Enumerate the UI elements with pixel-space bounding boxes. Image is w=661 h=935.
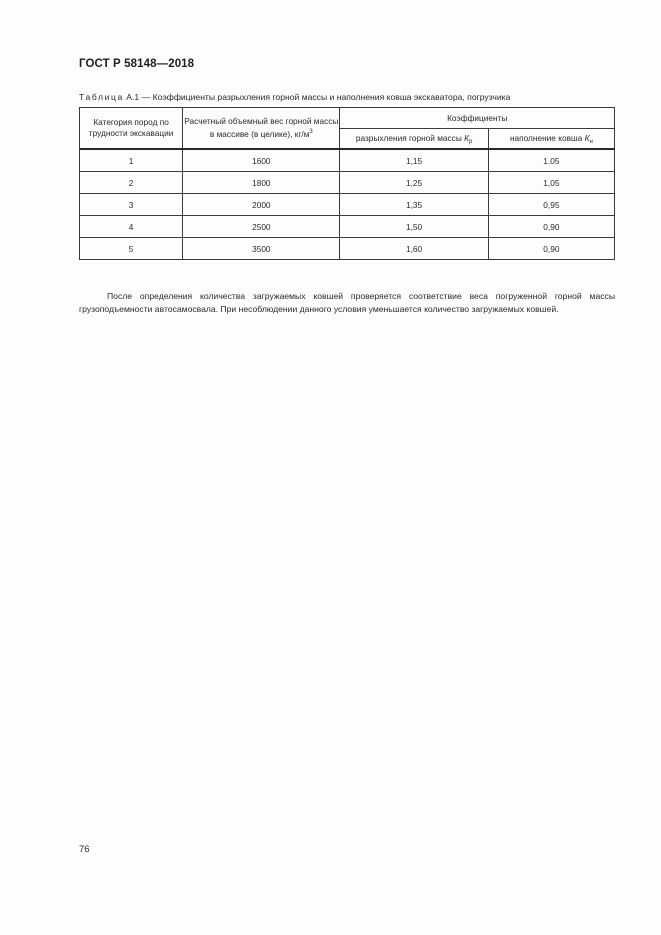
cell-filling: 0,90 — [488, 216, 614, 238]
cell-category: 1 — [80, 149, 183, 172]
loosening-subscript: р — [468, 138, 473, 145]
cell-category: 5 — [80, 238, 183, 260]
table-caption-text: — Коэффициенты разрыхления горной массы и наполнения ковша экскаватора, погрузчика — [141, 92, 511, 102]
header-filling-label: наполнение ковша — [509, 132, 585, 143]
cell-filling: 1,05 — [488, 172, 614, 194]
table-caption-prefix: Таблица — [79, 92, 124, 102]
table-row — [80, 238, 615, 260]
cell-filling: 0,90 — [488, 238, 614, 260]
cell-loosening: 1,25 — [340, 172, 488, 194]
header-filling — [488, 129, 614, 150]
cell-filling: 0,95 — [488, 194, 614, 216]
coefficients-table — [79, 107, 615, 260]
table-row — [80, 194, 615, 216]
header-coefficients-group — [340, 108, 615, 129]
cell-category: 3 — [80, 194, 183, 216]
cell-loosening: 1,50 — [340, 216, 488, 238]
cell-loosening: 1,60 — [340, 238, 488, 260]
filling-subscript: н — [589, 138, 593, 145]
table-row — [80, 216, 615, 238]
cell-loosening: 1,15 — [340, 149, 488, 172]
table-caption-number: А.1 — [126, 92, 140, 102]
cell-volume-weight: 1600 — [183, 149, 340, 172]
table-row — [80, 149, 615, 172]
filling-symbol: К — [584, 132, 590, 143]
header-volume-weight-label: Расчетный объемный вес горной массы в массиве (в целике), кг/м — [184, 116, 339, 139]
body-paragraph: После определения количества загружаемых ковшей проверяется соответствие веса погруженной горной массы грузоподъемности автосамосвала. При несоблюдении данного условия уменьшается количество загружаемых ковшей. — [79, 290, 615, 314]
unit-exponent: 3 — [309, 129, 313, 135]
cell-loosening: 1,35 — [340, 194, 488, 216]
cell-volume-weight: 2500 — [183, 216, 340, 238]
table-body — [80, 149, 615, 260]
table-caption — [79, 92, 510, 102]
cell-category: 4 — [80, 216, 183, 238]
header-coefficients-label: Коэффициенты — [447, 113, 508, 123]
cell-category: 2 — [80, 172, 183, 194]
table-row — [80, 172, 615, 194]
cell-volume-weight: 3500 — [183, 238, 340, 260]
cell-volume-weight: 2000 — [183, 194, 340, 216]
header-category-label: Категория пород по трудности экскавации — [88, 117, 174, 138]
header-loosening — [340, 129, 488, 150]
header-category — [80, 108, 183, 150]
header-loosening-label: разрыхления горной массы — [355, 132, 465, 143]
header-volume-weight — [183, 108, 340, 150]
loosening-symbol: К — [464, 132, 469, 143]
table-header — [80, 108, 615, 150]
cell-filling: 1.05 — [488, 149, 614, 172]
cell-volume-weight: 1800 — [183, 172, 340, 194]
page-number: 76 — [79, 844, 90, 855]
standard-id-header: ГОСТ Р 58148—2018 — [79, 58, 195, 70]
